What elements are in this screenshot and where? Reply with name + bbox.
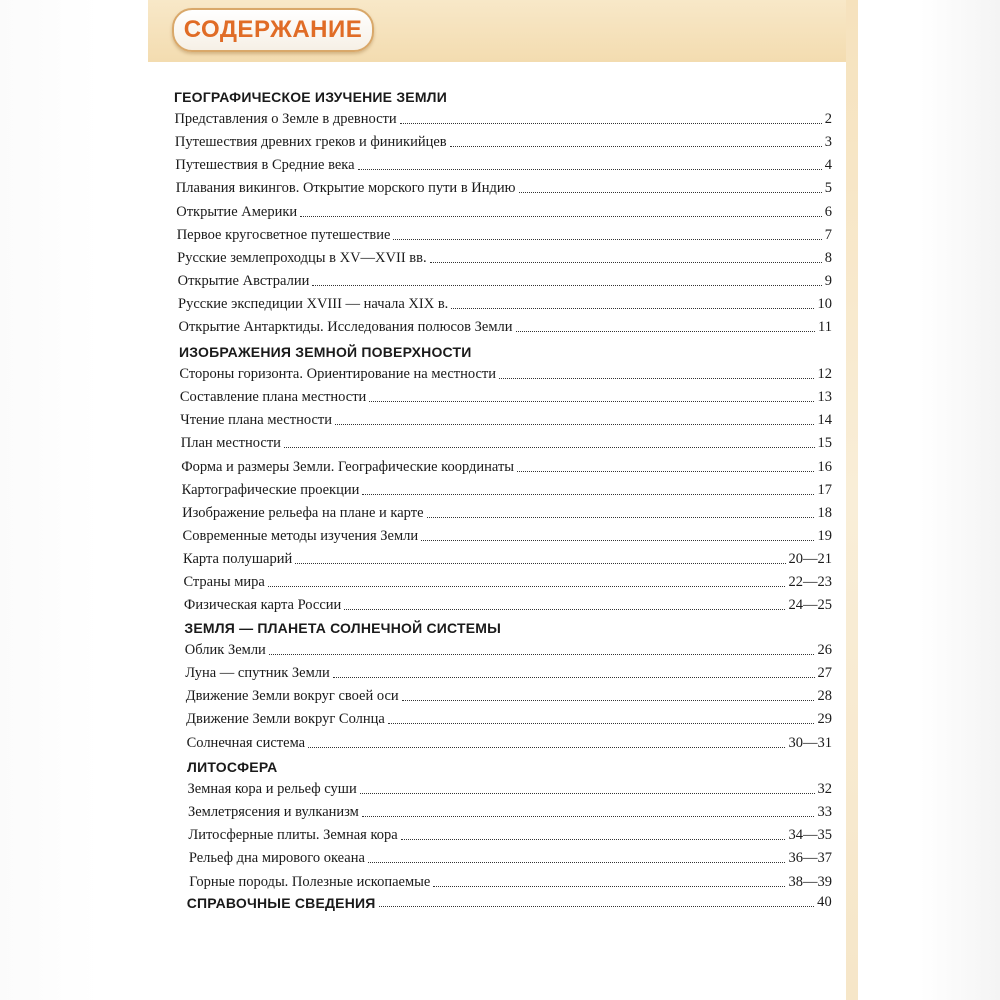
toc-entry-page: 32 (817, 781, 832, 798)
toc-entry-page: 27 (817, 665, 832, 682)
toc-entry-title: Путешествия в Средние века (175, 157, 355, 174)
toc-entry (183, 569, 832, 591)
toc-entry-title: Русские землепроходцы в XV—XVII вв. (177, 249, 427, 266)
toc-entry-page: 2 (824, 111, 832, 128)
toc-entry-title: Луна — спутник Земли (185, 665, 330, 682)
toc-entry-page: 10 (817, 295, 832, 312)
toc-entry-title: Открытие Америки (176, 203, 298, 220)
toc-entry (181, 454, 832, 476)
toc-entry (184, 592, 832, 614)
toc-entry-page: 12 (817, 366, 832, 383)
toc-entry-page: 30—31 (788, 734, 832, 751)
toc-entry (180, 384, 832, 406)
toc-entry (181, 430, 832, 452)
toc-entry-page: 6 (824, 203, 832, 220)
toc-entry-page: 8 (824, 249, 832, 266)
section-heading-text: ЗЕМЛЯ — ПЛАНЕТА СОЛНЕЧНОЙ СИСТЕМЫ (184, 620, 502, 636)
toc-entry (180, 407, 832, 429)
toc-entry-title: Путешествия древних греков и финикийцев (174, 134, 447, 151)
toc-entry-page: 34—35 (788, 827, 832, 844)
toc-entry-page: 33 (817, 804, 832, 821)
toc-entry (177, 245, 832, 267)
toc-entry-page: 5 (824, 180, 832, 197)
toc-entry (186, 683, 832, 705)
toc-entry-title: Литосферные плиты. Земная кора (188, 827, 398, 844)
toc-entry-page: 14 (817, 412, 832, 429)
toc-entry-page: 15 (817, 435, 832, 452)
toc-entry-page: 36—37 (788, 850, 832, 867)
toc-entry-page: 38—39 (788, 873, 832, 890)
toc-entry (177, 222, 832, 244)
toc-entry-page: 22—23 (788, 574, 832, 590)
dot-leader (517, 470, 814, 472)
toc-entry-title: Облик Земли (184, 642, 266, 659)
toc-entry-title: Движение Земли вокруг своей оси (185, 688, 399, 705)
dot-leader (519, 191, 822, 193)
dot-leader (433, 885, 785, 887)
page-title: СОДЕРЖАНИЕ (172, 8, 374, 52)
section-heading (184, 614, 501, 636)
dot-leader (369, 400, 814, 402)
toc-entry-title: Представления о Земле в древности (174, 111, 397, 128)
toc-entry-title: Плавания викингов. Открытие морского пути в Индию (175, 180, 516, 197)
toc-entry-page: 17 (817, 481, 832, 498)
toc-entry (188, 799, 832, 821)
dot-leader (402, 699, 815, 701)
toc-entry (175, 152, 832, 174)
toc-entry (187, 730, 832, 752)
toc-entry (188, 776, 833, 798)
dot-leader (421, 539, 814, 541)
toc-entry-title: Физическая карта России (183, 597, 342, 614)
reference-entry (187, 889, 832, 911)
toc-entry-title: Чтение плана местности (180, 412, 332, 429)
toc-entry-page: 7 (824, 226, 832, 243)
dot-leader (362, 815, 815, 817)
dot-leader (269, 653, 815, 655)
toc-entry-page: 11 (818, 319, 832, 335)
section-heading (174, 83, 447, 105)
dot-leader (312, 284, 821, 286)
toc-entry-title: Страны мира (183, 574, 265, 590)
toc-entry-title: Форма и размеры Земли. Географические координаты (181, 458, 515, 475)
toc-entry (176, 175, 832, 197)
dot-leader (268, 585, 786, 587)
dot-leader (295, 562, 785, 564)
section-heading-text: ИЗОБРАЖЕНИЯ ЗЕМНОЙ ПОВЕРХНОСТИ (178, 344, 472, 360)
toc-entry (189, 869, 832, 891)
dot-leader (300, 215, 822, 217)
toc-entry-title: Открытие Антарктиды. Исследования полюсов Земли (178, 319, 513, 335)
dot-leader (499, 377, 814, 379)
toc-entry-page: 18 (817, 504, 832, 521)
dot-leader (335, 423, 815, 425)
toc-entry-page: 16 (817, 458, 832, 475)
toc-entry (176, 199, 832, 221)
reference-heading: СПРАВОЧНЫЕ СВЕДЕНИЯ (186, 895, 376, 911)
toc-entry (179, 361, 832, 383)
dot-leader (516, 330, 816, 332)
toc-entry-page: 20—21 (788, 550, 832, 567)
dot-leader (368, 861, 786, 863)
toc-entry-title: Горные породы. Полезные ископаемые (189, 873, 431, 890)
toc-entry-page: 3 (824, 134, 832, 151)
toc-entry (182, 500, 832, 522)
toc-entry (185, 637, 832, 659)
toc-entry (183, 546, 832, 568)
toc-entry (183, 523, 832, 545)
toc-entry-title: Картографические проекции (181, 481, 360, 498)
toc-entry (174, 106, 832, 128)
dot-leader (308, 746, 785, 748)
section-heading-text: ГЕОГРАФИЧЕСКОЕ ИЗУЧЕНИЕ ЗЕМЛИ (174, 89, 447, 105)
toc-entry-page: 28 (817, 688, 832, 705)
toc-entry (186, 706, 832, 728)
section-heading (179, 338, 472, 360)
toc-entry-title: Составление плана местности (179, 389, 367, 406)
toc-entry (182, 477, 832, 499)
dot-leader (379, 905, 815, 907)
dot-leader (362, 493, 814, 495)
reference-page: 40 (817, 894, 832, 910)
toc-entry-title: Современные методы изучения Земли (182, 527, 419, 544)
toc-entry-page: 26 (817, 642, 832, 659)
toc-entry-title: Движение Земли вокруг Солнца (186, 711, 385, 728)
dot-leader (427, 516, 815, 518)
dot-leader (333, 676, 815, 678)
toc-entry-page: 19 (817, 527, 832, 544)
toc-entry-page: 29 (817, 711, 832, 728)
toc-entry-title: Рельеф дна мирового океана (188, 850, 365, 867)
dot-leader (358, 168, 822, 170)
toc-entry (179, 314, 833, 336)
dot-leader (393, 238, 821, 240)
toc-entry-page: 13 (817, 389, 832, 406)
toc-entry-title: План местности (180, 435, 281, 452)
toc-entry (178, 268, 832, 290)
section-heading (187, 753, 277, 775)
toc-entry (188, 822, 832, 844)
toc-entry-title: Солнечная система (186, 734, 306, 751)
toc-entry-title: Карта полушарий (183, 550, 293, 567)
dot-leader (388, 722, 815, 724)
dot-leader (360, 792, 815, 794)
dot-leader (284, 446, 815, 448)
toc-entry-title: Изображение рельефа на плане и карте (182, 504, 424, 521)
toc-entry-title: Русские экспедиции XVIII — начала XIX в. (178, 295, 449, 312)
toc-entry-title: Первое кругосветное путешествие (176, 226, 391, 243)
dot-leader (450, 145, 822, 147)
toc-entry-page: 24—25 (788, 597, 832, 614)
toc-entry (175, 129, 832, 151)
dot-leader (401, 838, 786, 840)
toc-entry (185, 660, 832, 682)
toc-entry (178, 291, 832, 313)
dot-leader (344, 608, 785, 610)
toc-entry (189, 845, 832, 867)
toc-entry-page: 9 (824, 272, 832, 289)
toc-entry-title: Земная кора и рельеф суши (187, 781, 357, 798)
dot-leader (451, 307, 814, 309)
toc-entry-page: 4 (824, 157, 832, 174)
dot-leader (430, 261, 822, 263)
section-heading-text: ЛИТОСФЕРА (187, 759, 278, 775)
toc-entry-title: Стороны горизонта. Ориентирование на местности (179, 366, 497, 383)
toc-entry-title: Открытие Австралии (177, 272, 310, 289)
dot-leader (400, 122, 822, 124)
toc-entry-title: Землетрясения и вулканизм (187, 804, 359, 821)
